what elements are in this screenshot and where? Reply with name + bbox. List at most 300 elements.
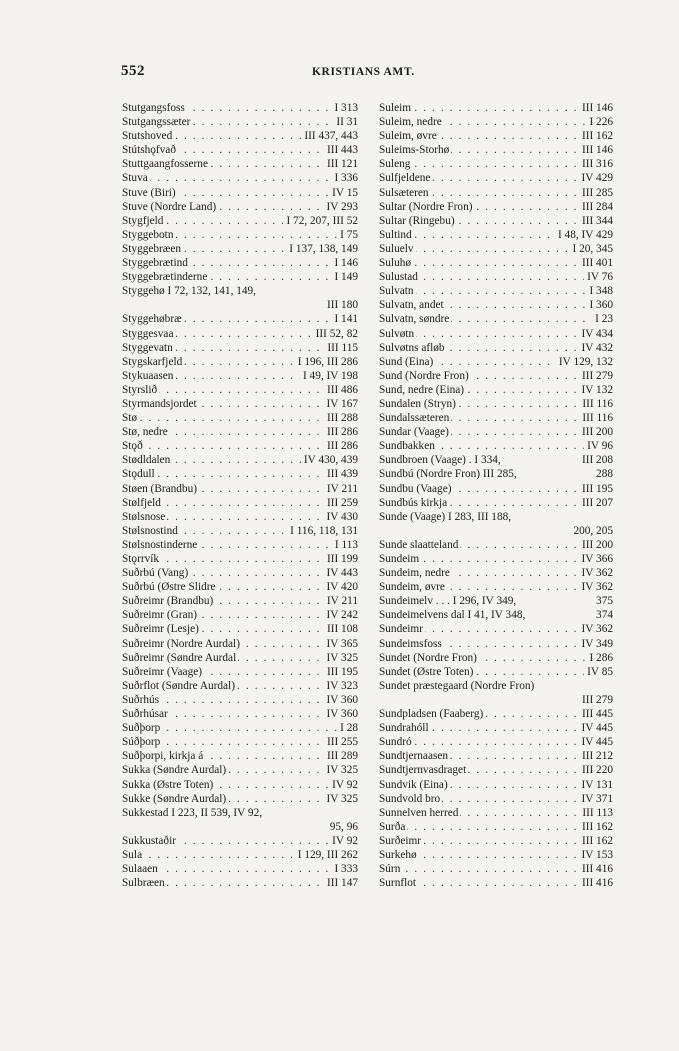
index-entry (379, 806, 613, 820)
index-entry (379, 453, 613, 467)
index-entry (122, 327, 358, 341)
entry-name: Suluelv (379, 242, 414, 255)
entry-name: Stø (122, 412, 138, 425)
entry-reference: I 226 (586, 115, 613, 129)
index-entry (122, 834, 358, 848)
index-entry (379, 298, 613, 312)
entry-reference: III 200 (579, 425, 613, 439)
entry-reference: I 49, IV 198 (300, 369, 358, 383)
entry-name: Sundeim, nedre (379, 567, 450, 580)
entry-reference: I 196, III 286 (295, 355, 358, 369)
index-entry (379, 721, 613, 735)
index-entry (122, 608, 358, 622)
entry-reference: I 48, IV 429 (555, 228, 613, 242)
entry-reference: IV 211 (324, 594, 358, 608)
entry-name: Sundbú (Nordre Fron) III 285, (379, 468, 517, 481)
entry-reference: IV 92 (329, 834, 358, 848)
index-entry (379, 622, 613, 636)
index-entry (379, 566, 613, 580)
entry-name: Suleim, nedre (379, 116, 442, 129)
entry-name: Sulfjeldene (379, 172, 431, 185)
entry-reference: I 129, III 262 (295, 848, 358, 862)
entry-reference: I 137, 138, 149 (286, 242, 358, 256)
index-entry (379, 820, 613, 834)
entry-reference: IV 76 (584, 270, 613, 284)
entry-name: Stuve (Biri) (122, 186, 176, 199)
entry-name: Sundalen (Stryn) (379, 397, 456, 410)
index-entry (122, 792, 358, 806)
entry-name: Suðrhúsar (122, 708, 168, 721)
entry-reference: III 259 (324, 496, 358, 510)
entry-reference: 374 (593, 608, 613, 622)
entry-name: Støen (Brandbu) (122, 482, 197, 495)
entry-reference: I 23 (592, 312, 613, 326)
entry-name: Stǫdull (122, 468, 155, 481)
index-entry (122, 242, 358, 256)
entry-name: Stutgangsfoss (122, 102, 185, 114)
index-entry (122, 270, 358, 284)
entry-reference: III 162 (579, 834, 613, 848)
entry-name: Sundeim, øvre (379, 581, 445, 594)
entry-reference: III 443 (324, 143, 358, 157)
entry-reference: IV 445 (579, 735, 614, 749)
entry-name (122, 821, 124, 833)
entry-reference: IV 445 (579, 721, 614, 735)
index-entry (122, 171, 358, 185)
index-entry (379, 270, 613, 284)
entry-name: Styggebotn (122, 228, 174, 241)
entry-name: Stølsnostinderne (122, 538, 198, 551)
entry-reference: IV 443 (324, 566, 359, 580)
entry-reference: I 286 (586, 651, 613, 665)
entry-name: Sundar (Vaage) (379, 426, 449, 439)
entry-name: Sunde (Vaage) I 283, III 188, (379, 510, 512, 523)
index-entry (122, 679, 358, 693)
index-entry (122, 284, 358, 298)
entry-name: Stødldalen (122, 454, 171, 467)
index-entry (122, 369, 358, 383)
index-entry (379, 848, 613, 862)
entry-name: Súðþorp (122, 736, 161, 749)
index-entry (122, 876, 358, 890)
entry-name: Stølfjeld (122, 496, 161, 509)
entry-name: Suðreimr (Lesje) (122, 623, 199, 636)
entry-reference: 288 (593, 467, 613, 481)
entry-reference: I 149 (331, 270, 358, 284)
entry-reference: III 207 (579, 496, 613, 510)
entry-reference: III 439 (324, 467, 358, 481)
entry-reference: IV 323 (324, 679, 359, 693)
entry-name: Styggehø I 72, 132, 141, 149, (122, 285, 256, 298)
index-entry (122, 298, 358, 312)
index-entry (379, 665, 613, 679)
entry-reference: IV 131 (579, 778, 614, 792)
entry-name: Styggebrætind (122, 257, 188, 270)
index-entry (379, 242, 613, 256)
entry-reference: III 208 (579, 453, 613, 467)
entry-reference: III 162 (579, 820, 613, 834)
entry-name: Suðreimr (Brandbu) (122, 595, 214, 608)
index-entry (379, 397, 613, 411)
entry-name: Suleng (379, 158, 411, 171)
entry-name: Sulvøtns afløb (379, 341, 445, 354)
index-entry (379, 115, 613, 129)
index-entry (379, 129, 613, 143)
entry-name: Styggebrætinderne (122, 271, 208, 284)
entry-name: Styggehøbræ (122, 313, 182, 326)
entry-name: Suðreimr (Vaage) (122, 665, 202, 678)
entry-reference: I 336 (331, 171, 358, 185)
entry-name: Sula (122, 848, 143, 861)
index-entry (122, 453, 358, 467)
entry-reference: III 113 (579, 806, 613, 820)
entry-name: Sundeimsfoss (379, 637, 442, 650)
entry-reference: IV 129, 132 (556, 355, 613, 369)
index-entry (122, 115, 358, 129)
index-entry (379, 425, 613, 439)
entry-name: Sundeimelvens dal I 41, IV 348, (379, 609, 526, 622)
entry-name: Suleim (379, 102, 412, 114)
index-entry (122, 510, 358, 524)
index-column-left (122, 101, 358, 890)
index-entry (379, 862, 613, 876)
entry-reference: III 401 (579, 256, 613, 270)
index-entry (122, 665, 358, 679)
entry-reference: III 108 (324, 622, 358, 636)
entry-reference: III 147 (324, 876, 358, 890)
entry-reference: IV 242 (324, 608, 359, 622)
index-entry (122, 157, 358, 171)
entry-name: Sundet præstegaard (Nordre Fron) (379, 679, 535, 692)
entry-reference: III 180 (324, 298, 358, 312)
entry-reference: III 486 (324, 383, 358, 397)
index-entry (122, 721, 358, 735)
entry-name: Sulustad (379, 271, 418, 284)
entry-name: Stuttgaangfosserne (122, 158, 208, 171)
index-entry (379, 101, 613, 115)
entry-name: Sundalssæteren (379, 412, 450, 425)
entry-reference: IV 15 (329, 186, 358, 200)
index-entry (122, 101, 358, 115)
index-entry (379, 157, 613, 171)
index-entry (122, 778, 358, 792)
entry-name: Styggevatn (122, 341, 173, 354)
entry-reference: 200, 205 (570, 524, 613, 538)
index-entry (122, 848, 358, 862)
entry-name: Surðeimr (379, 834, 422, 847)
entry-name: Sukkustaðir (122, 834, 176, 847)
index-entry (122, 411, 358, 425)
entry-reference: IV 325 (324, 792, 359, 806)
entry-name: Suleims-Storhø (379, 144, 450, 157)
index-entry (379, 552, 613, 566)
entry-name: Suðþorp (122, 722, 161, 735)
entry-name: Stǫrrvík (122, 553, 160, 565)
index-entry (379, 200, 613, 214)
entry-reference: IV 325 (324, 763, 359, 777)
index-entry (379, 369, 613, 383)
index-entry (122, 566, 358, 580)
index-entry (122, 496, 358, 510)
index-entry (379, 594, 613, 608)
entry-name: Sundbu (Vaage) (379, 482, 452, 495)
index-entry (379, 707, 613, 721)
entry-reference: I 348 (586, 284, 613, 298)
entry-reference: I 20, 345 (570, 242, 613, 256)
entry-reference: III 416 (579, 876, 613, 890)
index-entry (122, 524, 358, 538)
index-entry (122, 637, 358, 651)
index-entry (122, 580, 358, 594)
entry-name: Sulvatn, andet (379, 299, 444, 312)
index-entry (379, 693, 613, 707)
index-entry (122, 707, 358, 721)
entry-name: Sultar (Ringebu) (379, 214, 455, 227)
entry-name: Sukka (Østre Toten) (122, 778, 214, 791)
entry-name: Sundbakken (379, 440, 435, 453)
entry-name: Sundeimelv . . . I 296, IV 349, (379, 595, 517, 608)
entry-name: Stygfjeld (122, 214, 164, 227)
entry-name: Sundvold bro (379, 792, 441, 805)
entry-reference: I 360 (586, 298, 613, 312)
entry-reference: III 199 (324, 552, 358, 566)
entry-reference: III 121 (324, 157, 358, 171)
entry-reference: III 195 (324, 665, 358, 679)
entry-name: Sultar (Nordre Fron) (379, 200, 473, 213)
entry-name: Styggebræen (122, 242, 181, 255)
entry-reference: I 116, 118, 131 (287, 524, 358, 538)
entry-reference: IV 430, 439 (301, 453, 358, 467)
index-entry (379, 256, 613, 270)
index-entry (379, 876, 613, 890)
index-entry (379, 312, 613, 326)
entry-reference: III 52, 82 (313, 327, 358, 341)
entry-reference: I 72, 207, III 52 (283, 214, 358, 228)
entry-name: Stútshǫfvað (122, 144, 176, 157)
entry-reference: I 113 (332, 538, 358, 552)
entry-reference: IV 293 (324, 200, 359, 214)
index-entry (122, 806, 358, 820)
entry-reference: IV 371 (579, 792, 614, 806)
entry-name: Styrslið (122, 383, 158, 396)
entry-name: Sund (Eina) (379, 355, 434, 368)
entry-reference: III 289 (324, 749, 358, 763)
entry-name: Styrmandsjordet (122, 397, 197, 410)
entry-name: Stølsnose (122, 510, 166, 523)
entry-name: Suðreimr (Nordre Aurdal) (122, 637, 240, 650)
entry-reference: III 116 (579, 411, 613, 425)
entry-name: Stutgangssæter (122, 116, 191, 129)
entry-reference: IV 96 (584, 439, 613, 453)
entry-name: Sundró (379, 736, 412, 749)
entry-name: Surða (379, 820, 406, 833)
entry-reference: III 146 (579, 143, 613, 157)
entry-name: Suðreimr (Søndre Aurdal (122, 651, 237, 664)
entry-name: Sundeim (379, 553, 420, 565)
entry-reference: IV 365 (324, 637, 359, 651)
entry-reference: IV 167 (324, 397, 359, 411)
entry-name: Sulvatn (379, 285, 414, 298)
entry-reference: IV 153 (579, 848, 614, 862)
entry-reference: III 255 (324, 735, 358, 749)
entry-reference: I 141 (331, 312, 358, 326)
entry-reference: I 333 (331, 862, 358, 876)
index-entry (379, 778, 613, 792)
index-entry (379, 651, 613, 665)
index-entry (379, 735, 613, 749)
entry-name: Sund, nedre (Eina) (379, 383, 465, 396)
entry-reference: III 416 (579, 862, 613, 876)
index-entry (379, 171, 613, 185)
entry-name: Sunde slaatteland (379, 538, 459, 551)
index-entry (122, 200, 358, 214)
index-entry (379, 284, 613, 298)
index-column-right (379, 101, 613, 890)
entry-reference: IV 434 (579, 327, 614, 341)
entry-reference: IV 362 (579, 566, 614, 580)
index-entry (122, 749, 358, 763)
index-entry (122, 820, 358, 834)
entry-name: Suðrhús (122, 693, 160, 706)
entry-reference: III 116 (579, 397, 613, 411)
running-header: KRISTIANS AMT. (312, 66, 415, 78)
index-entry (379, 792, 613, 806)
entry-reference: III 146 (579, 101, 613, 115)
index-entry (122, 186, 358, 200)
index-entry (122, 439, 358, 453)
entry-reference: IV 366 (579, 552, 614, 566)
entry-reference: IV 360 (324, 693, 359, 707)
entry-name: Stutshoved (122, 130, 173, 143)
index-entry (379, 383, 613, 397)
entry-name: Stølsnostind (122, 524, 178, 537)
entry-name: Sukka (Søndre Aurdal) (122, 764, 227, 777)
entry-reference: III 316 (579, 157, 613, 171)
entry-reference: III 286 (324, 425, 358, 439)
entry-name: Suleim, øvre (379, 130, 437, 143)
index-entry (379, 341, 613, 355)
entry-reference: III 162 (579, 129, 613, 143)
entry-reference: III 445 (579, 707, 613, 721)
entry-reference: III 195 (579, 482, 613, 496)
entry-name: Stǫð (122, 440, 143, 453)
entry-reference: III 284 (579, 200, 613, 214)
index-entry (379, 186, 613, 200)
index-entry (122, 383, 358, 397)
index-entry (379, 538, 613, 552)
index-entry (379, 763, 613, 777)
entry-reference: III 279 (579, 369, 613, 383)
index-entry (122, 355, 358, 369)
entry-name: Sund (Nordre Fron) (379, 369, 469, 382)
index-entry (122, 129, 358, 143)
entry-name: Surkehø (379, 848, 417, 861)
entry-reference: III 288 (324, 411, 358, 425)
entry-reference: 95, 96 (327, 820, 358, 834)
entry-reference: III 220 (579, 763, 613, 777)
index-entry (122, 763, 358, 777)
entry-reference: IV 211 (324, 482, 358, 496)
index-entry (122, 341, 358, 355)
index-entry (379, 679, 613, 693)
index-entry (379, 214, 613, 228)
entry-reference: IV 325 (324, 651, 359, 665)
index-entry (379, 637, 613, 651)
entry-reference: III 285 (579, 186, 613, 200)
entry-reference: III 286 (324, 439, 358, 453)
entry-reference: III 212 (579, 749, 613, 763)
entry-name: Sundbús kirkja (379, 496, 448, 509)
index-entry (122, 538, 358, 552)
index-entry (122, 862, 358, 876)
entry-reference: III 115 (324, 341, 358, 355)
entry-name: Suluhø (379, 257, 412, 270)
index-entry (122, 552, 358, 566)
index-entry (379, 228, 613, 242)
entry-name: Sundbroen (Vaage) . I 334, (379, 454, 501, 467)
index-entry (122, 397, 358, 411)
entry-name: Sundet (Østre Toten) (379, 665, 474, 678)
entry-name: Stuva (122, 172, 148, 185)
index-entry (379, 482, 613, 496)
index-entry (122, 143, 358, 157)
entry-name: Suðþorpi, kirkja á (122, 750, 204, 763)
entry-name: Sukke (Søndre Aurdal) (122, 792, 227, 805)
entry-reference: I 313 (331, 101, 358, 115)
entry-name: Surnflot (379, 877, 417, 890)
index-entry (379, 143, 613, 157)
entry-reference: III 200 (579, 538, 613, 552)
entry-name: Suðrbú (Vang) (122, 567, 189, 580)
index-entry (122, 693, 358, 707)
index-entry (379, 411, 613, 425)
index-entry (122, 482, 358, 496)
index-entry (379, 834, 613, 848)
entry-reference: IV 85 (584, 665, 613, 679)
entry-reference: I 75 (337, 228, 358, 242)
entry-name: Stykuaasen (122, 369, 174, 382)
index-entry (122, 651, 358, 665)
entry-name: Sulbræen (122, 877, 165, 890)
entry-reference: IV 349 (579, 637, 614, 651)
index-entry (379, 355, 613, 369)
index-entry (122, 214, 358, 228)
entry-name: Sundtjernvasdraget (379, 764, 467, 777)
entry-name (379, 525, 381, 537)
entry-name (379, 694, 381, 706)
entry-name: Sukkestad I 223, II 539, IV 92, (122, 806, 263, 819)
entry-name (122, 299, 124, 311)
entry-name: Suðrbú (Østre Slidre (122, 581, 216, 594)
index-entry (122, 735, 358, 749)
index-entry (379, 580, 613, 594)
entry-reference: I 146 (331, 256, 358, 270)
entry-name: Sundtjernaasen (379, 750, 449, 763)
entry-reference: IV 430 (324, 510, 359, 524)
entry-name: Sulaaen (122, 863, 158, 876)
entry-name: Sundvik (Eina) (379, 778, 448, 791)
entry-reference: III 344 (579, 214, 613, 228)
entry-reference: IV 429 (579, 171, 614, 185)
entry-reference: III 437, 443 (301, 129, 358, 143)
entry-name: Sulvøtn (379, 327, 415, 340)
entry-name: Stygskarfjeld (122, 355, 183, 368)
entry-reference: II 31 (333, 115, 358, 129)
index-entry (122, 312, 358, 326)
index-entry (122, 467, 358, 481)
entry-name: Sundpladsen (Faaberg) (379, 708, 484, 721)
index-entry (122, 622, 358, 636)
